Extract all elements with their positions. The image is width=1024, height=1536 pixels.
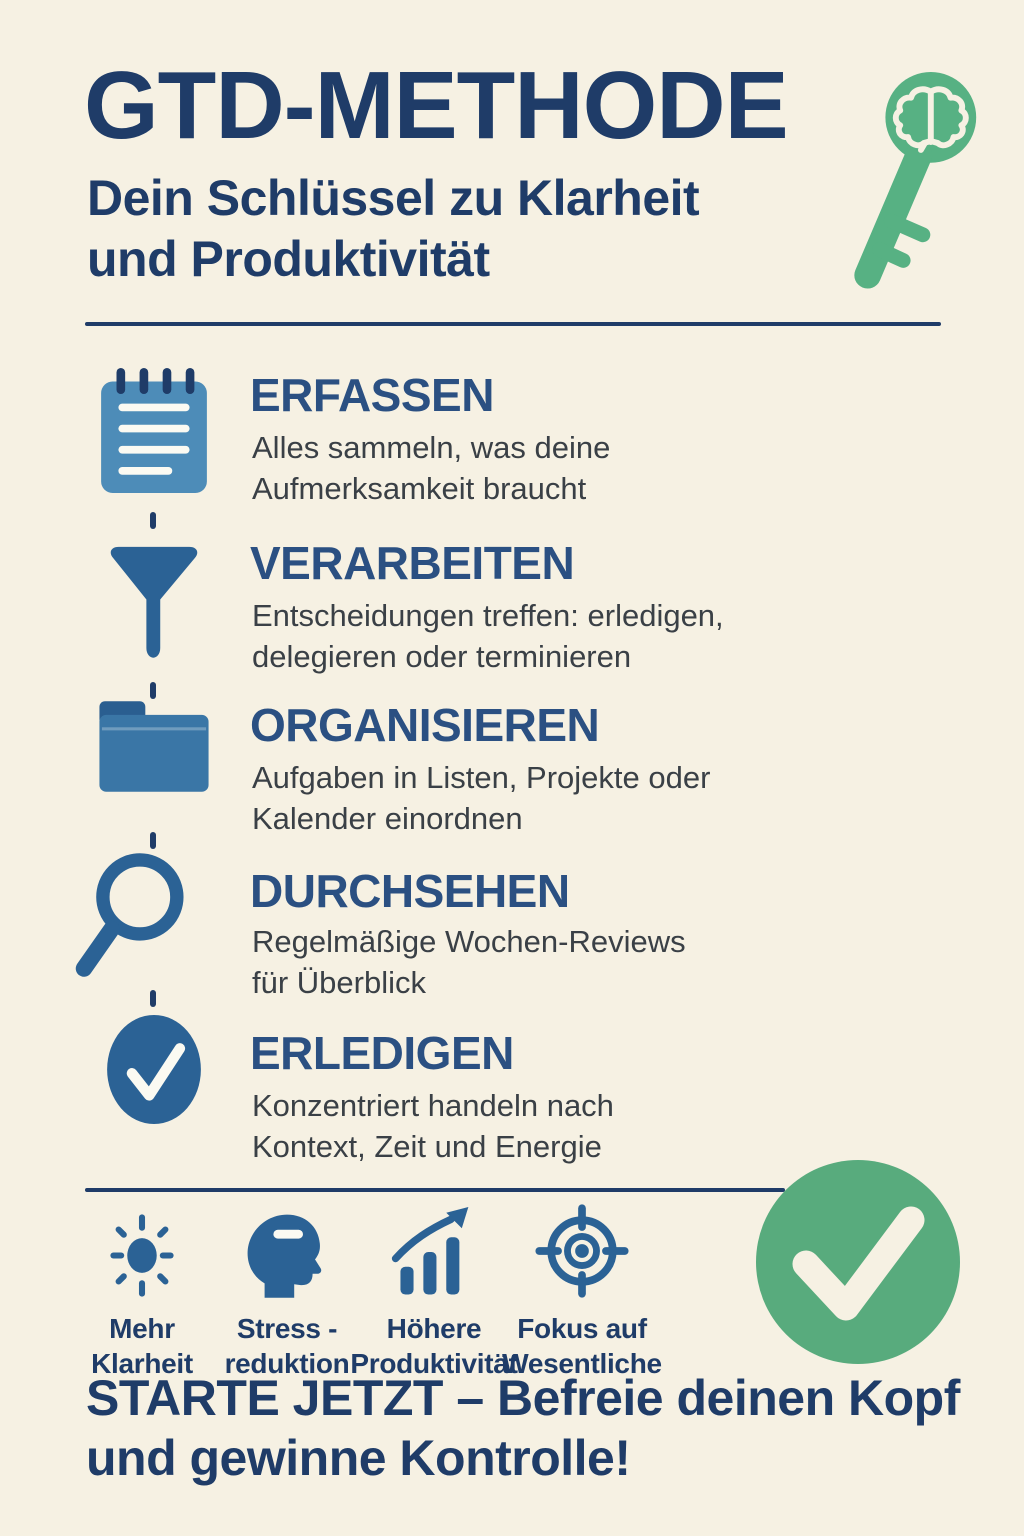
step-2-title: VERARBEITEN xyxy=(250,537,575,589)
target-icon xyxy=(535,1204,629,1298)
check-circle-icon xyxy=(106,1014,202,1125)
step-1-title: ERFASSEN xyxy=(250,369,494,421)
step-2-description: Entscheidungen treffen: erledigen, delegieren oder terminieren xyxy=(252,598,724,674)
sun-icon xyxy=(103,1213,181,1298)
step-3-title: ORGANISIEREN xyxy=(250,699,600,751)
connector-dash xyxy=(150,832,156,849)
step-4-description: Regelmäßige Wochen-Reviews für Überblick xyxy=(252,924,686,1000)
benefit-label: Stress - reduktion xyxy=(224,1313,350,1379)
step-4-title: DURCHSEHEN xyxy=(250,865,570,917)
subtitle-line-2: und Produktivität xyxy=(87,231,490,287)
bar-chart-icon xyxy=(389,1206,479,1298)
cta-strong: STARTE JETZT xyxy=(86,1370,443,1426)
big-check-icon xyxy=(756,1160,960,1364)
cta-line2: und gewinne Kontrolle! xyxy=(86,1430,631,1486)
connector-dash xyxy=(150,512,156,529)
benefit-label: Fokus auf Wesentliche xyxy=(502,1313,662,1379)
page-subtitle xyxy=(87,168,699,290)
funnel-icon xyxy=(109,544,199,662)
step-5-description: Konzentriert handeln nach Kontext, Zeit und Energie xyxy=(252,1088,614,1164)
subtitle-line-1: Dein Schlüssel zu Klarheit xyxy=(87,170,700,226)
head-icon xyxy=(243,1208,331,1298)
notepad-icon xyxy=(101,368,207,493)
key-brain-icon xyxy=(842,66,990,298)
footer-divider xyxy=(85,1188,785,1192)
big-check-mark xyxy=(756,1160,960,1364)
step-3-description: Aufgaben in Listen, Projekte oder Kalender einordnen xyxy=(252,760,711,836)
cta-line1-rest: – Befreie deinen Kopf xyxy=(442,1370,960,1426)
benefit-focus xyxy=(490,1206,674,1381)
connector-dash xyxy=(150,682,156,699)
step-1-description: Alles sammeln, was deine Aufmerksamkeit braucht xyxy=(252,430,611,506)
header-divider xyxy=(85,322,941,326)
page-title: GTD-METHODE xyxy=(84,52,788,159)
benefit-label: Höhere Produktivität xyxy=(350,1313,518,1379)
connector-dash xyxy=(150,990,156,1007)
magnifier-icon xyxy=(73,852,191,982)
benefit-label: Mehr Klarheit xyxy=(91,1313,193,1379)
cta-text xyxy=(86,1368,960,1488)
folder-icon xyxy=(98,700,210,793)
step-5-title: ERLEDIGEN xyxy=(250,1027,514,1079)
